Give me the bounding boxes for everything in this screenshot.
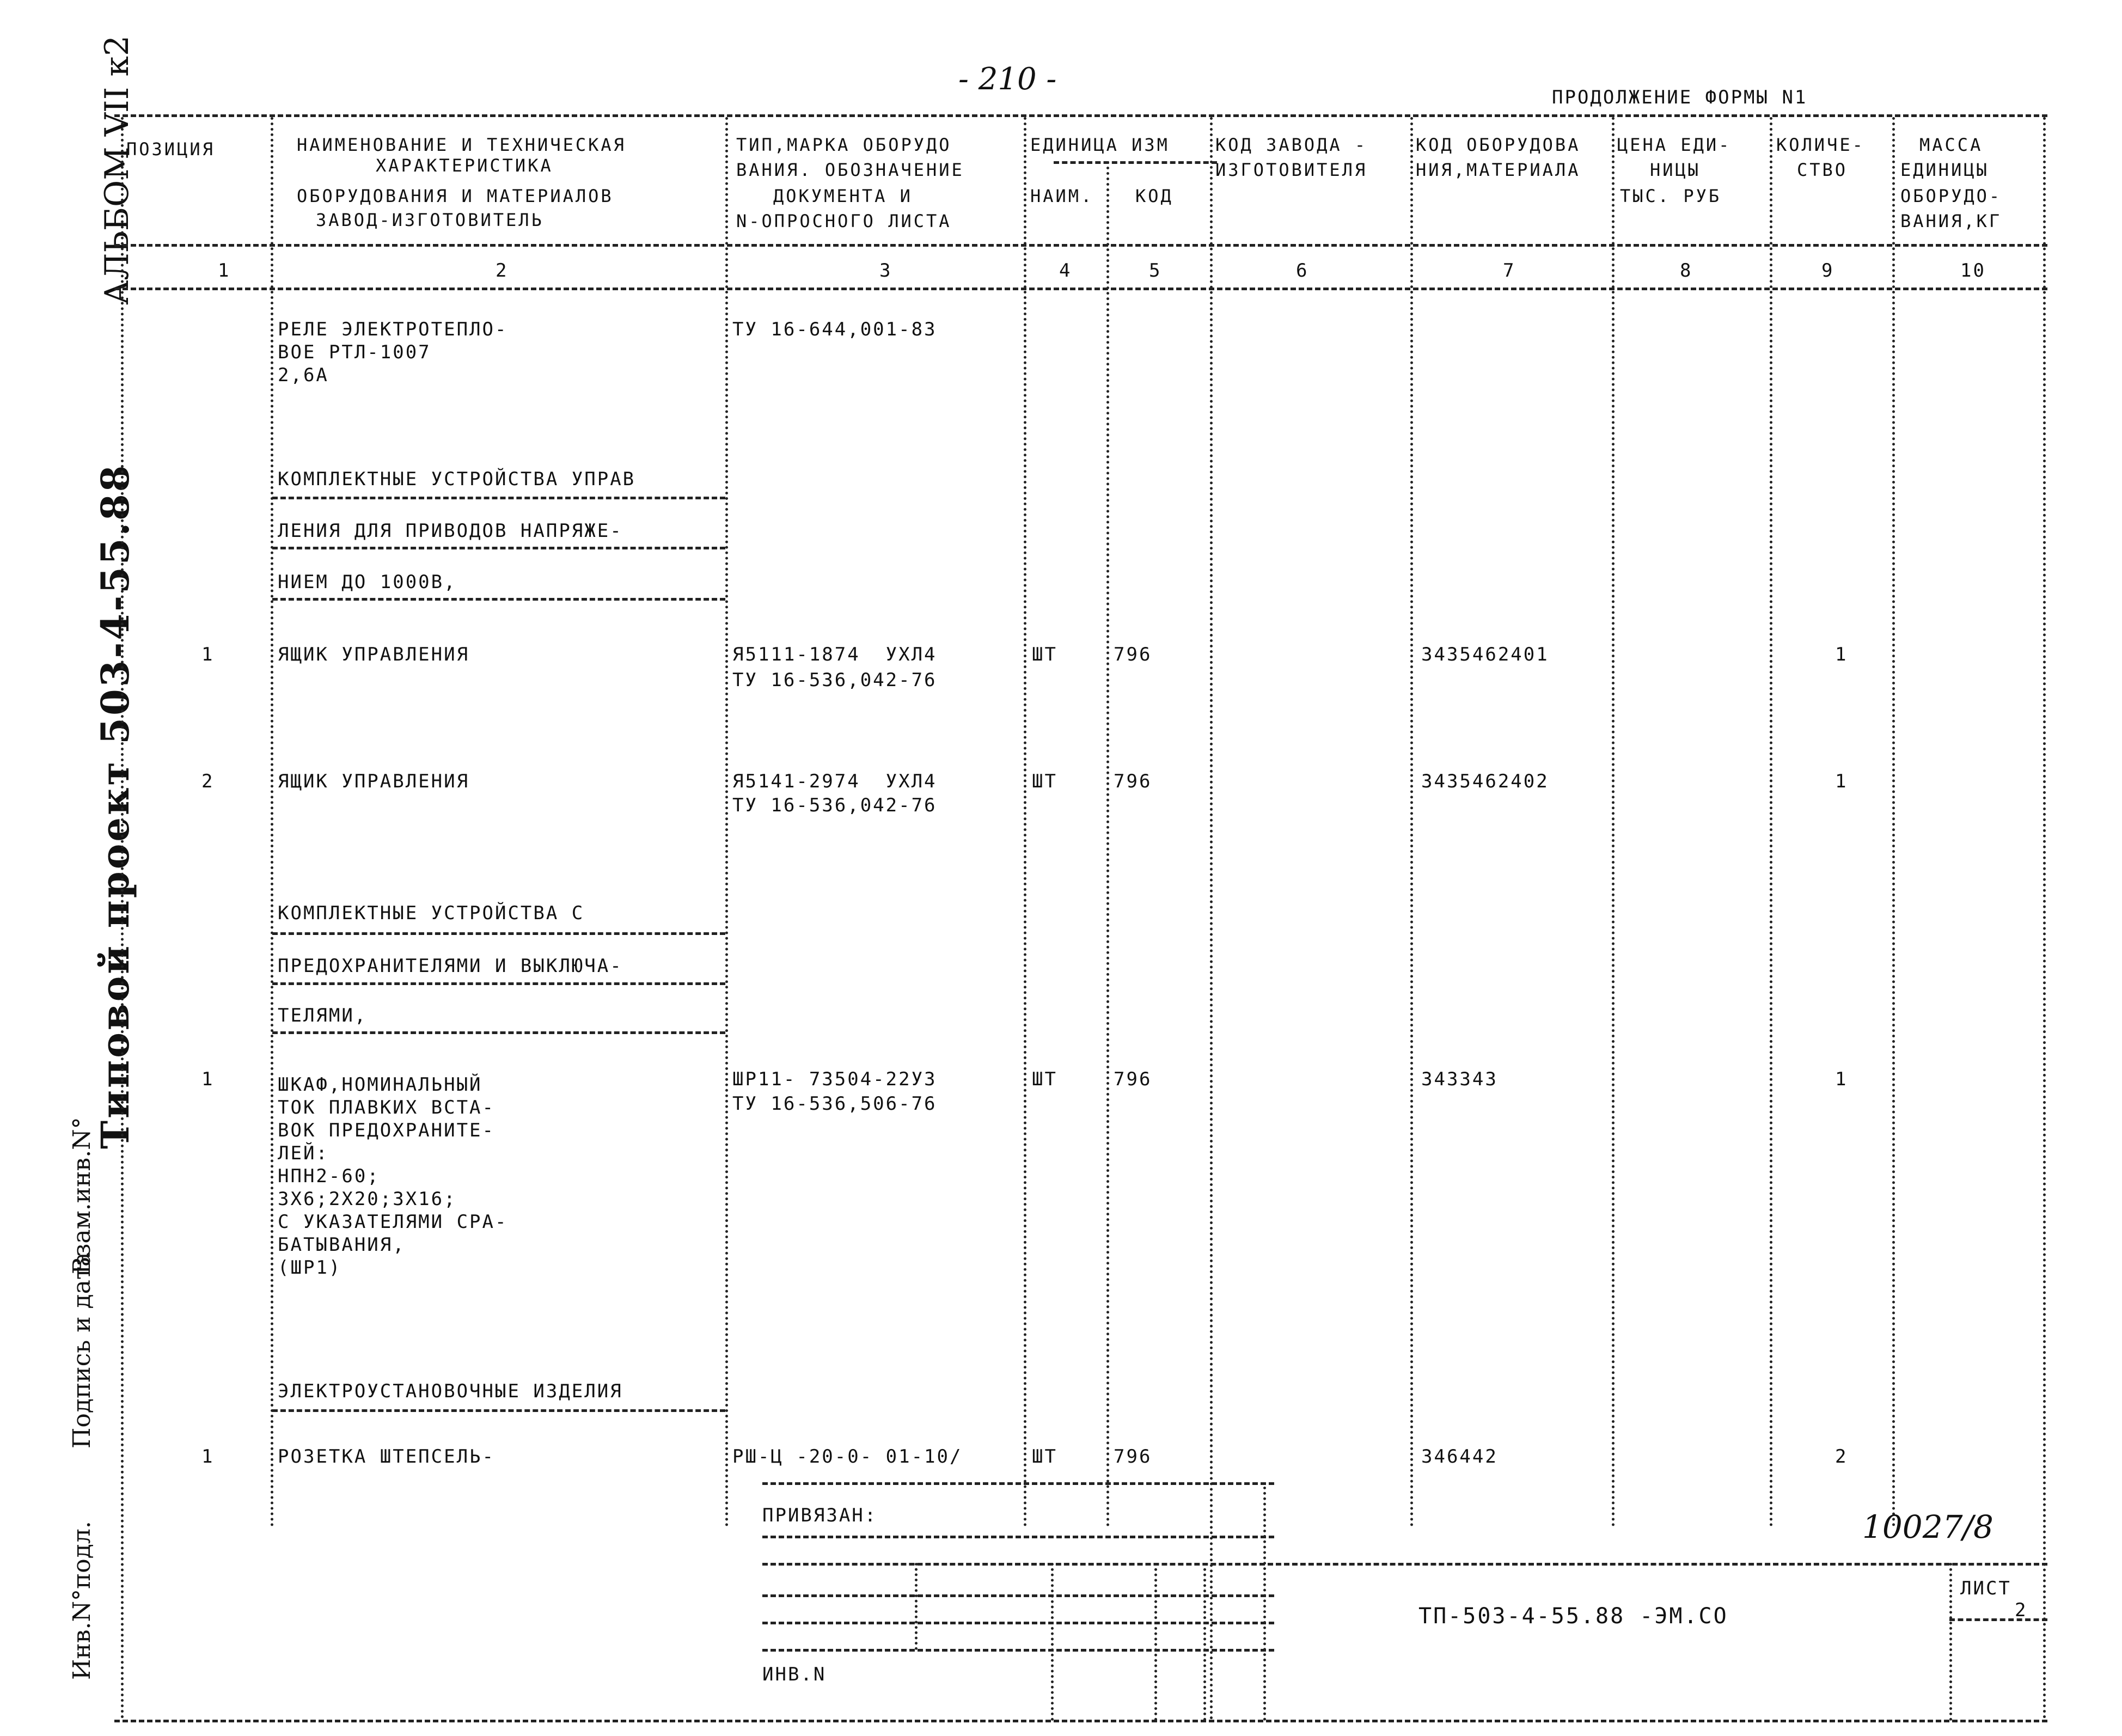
colnum-5: 5 [1149,260,1162,282]
row6-underline [272,1409,725,1412]
row0-name-l1: РЕЛЕ ЭЛЕКТРОТЕПЛО- [278,319,508,340]
row1-name-l3: НИЕМ ДО 1000В, [278,571,457,593]
unit-sub-border [1054,161,1217,164]
row0-name-l3: 2,6А [278,364,329,386]
col-sep [1770,117,1772,1527]
row5-type-l2: ТУ 16-536,506-76 [732,1093,937,1115]
stamp-sheet-label: ЛИСТ [1960,1578,2011,1599]
row3-qty: 1 [1835,771,1848,792]
header-col4: НАИМ. [1030,186,1094,206]
header-col1: ПОЗИЦИЯ [126,139,215,160]
colnum-3: 3 [879,260,892,282]
continuation-title: ПРОДОЛЖЕНИЕ ФОРМЫ N1 [1552,87,1808,108]
colnum-9: 9 [1821,260,1834,282]
row3-pos: 2 [201,771,215,792]
header-col10-l3: ОБОРУДО- [1900,186,2002,206]
header-col9-l1: КОЛИЧЕ- [1776,135,1865,155]
colnum-bottom-border [114,288,2047,290]
row7-type-l1: РШ-Ц -20-0- 01-10/ [732,1446,963,1468]
row7-unit: ШТ [1032,1446,1057,1468]
row7-pos: 1 [201,1446,215,1468]
row5-type-l1: ШР11- 73504-22У3 [732,1068,937,1090]
row5-name-l4: ЛЕЙ: [278,1142,329,1164]
row2-qty: 1 [1835,644,1848,665]
colnum-6: 6 [1296,260,1309,282]
inv-label: Инв.N°подл. [68,1521,96,1680]
col-sep [1410,117,1413,1527]
col-sep [2043,117,2046,1720]
stamp-privyazan: ПРИВЯЗАН: [762,1505,878,1526]
header-col8-l3: ТЫС. РУБ [1620,186,1722,206]
header-col2-l1: НАИМЕНОВАНИЕ И ТЕХНИЧЕСКАЯ [297,135,626,155]
album-label: АЛЬБОМ VII к2 [98,35,136,305]
row5-pos: 1 [201,1068,215,1090]
row7-name-l1: РОЗЕТКА ШТЕПСЕЛЬ- [278,1446,495,1468]
row7-code: 796 [1114,1446,1152,1468]
stamp-doc-code: ТП-503-4-55.88 -ЭМ.СО [1418,1604,1728,1629]
header-col10-l4: ВАНИЯ,КГ [1900,211,2002,231]
header-unit-group: ЕДИНИЦА ИЗМ [1030,135,1170,155]
row0-type-l1: ТУ 16-644,001-83 [732,319,937,340]
header-col3-l4: N-ОПРОСНОГО ЛИСТА [736,211,952,231]
row3-name-l1: ЯЩИК УПРАВЛЕНИЯ [278,771,470,792]
stamp-top [762,1482,1274,1485]
row5-unit: ШТ [1032,1068,1057,1090]
header-col2-l2: ХАРАКТЕРИСТИКА [376,155,553,176]
header-col3-l1: ТИП,МАРКА ОБОРУДО [736,135,952,155]
row5-name-l1: ШКАФ,НОМИНАЛЬНЫЙ [278,1074,482,1096]
row3-equip-code: 3435462402 [1421,771,1549,792]
col-sep [1892,117,1895,1527]
row1-underline [272,598,725,601]
row5-name-l5: НПН2-60; [278,1165,380,1187]
col-sep [1106,161,1109,1527]
header-col3-l3: ДОКУМЕНТА И [773,186,913,206]
row1-underline [272,547,725,549]
stamp-sheet-row [1949,1618,2047,1621]
row4-name-l2: ПРЕДОХРАНИТЕЛЯМИ И ВЫКЛЮЧА- [278,955,623,977]
header-col6-l2: ИЗГОТОВИТЕЛЯ [1215,160,1368,180]
header-col7-l1: КОД ОБОРУДОВА [1416,135,1581,155]
stamp-sheet-number: 2 [2015,1599,2028,1621]
col-sep [1024,117,1026,1527]
header-col10-l1: МАССА [1919,135,1983,155]
row5-name-l7: С УКАЗАТЕЛЯМИ СРА- [278,1211,508,1233]
header-col8-l1: ЦЕНА ЕДИ- [1617,135,1732,155]
row2-unit: ШТ [1032,644,1057,665]
stamp-sep [1203,1563,1206,1721]
colnum-7: 7 [1503,260,1516,282]
stamp-row [762,1649,1274,1652]
header-bottom-border [114,244,2047,247]
header-col5: КОД [1135,186,1173,206]
row7-qty: 2 [1835,1446,1848,1468]
stamp-sep [915,1563,918,1650]
row2-name-l1: ЯЩИК УПРАВЛЕНИЯ [278,644,470,665]
stamp-inv: ИНВ.N [762,1664,827,1685]
col-sep [725,117,728,1527]
col-sep [121,117,124,1720]
row2-equip-code: 3435462401 [1421,644,1549,665]
col-sep [1210,117,1213,1721]
header-col2-l4: ЗАВОД-ИЗГОТОВИТЕЛЬ [316,210,544,230]
row2-pos: 1 [201,644,215,665]
stamp-sep [1263,1487,1266,1721]
table-bottom-border [114,1720,2047,1722]
row6-name-l1: ЭЛЕКТРОУСТАНОВОЧНЫЕ ИЗДЕЛИЯ [278,1380,623,1402]
stamp-handwritten-number: 10027/8 [1862,1508,1993,1545]
row2-type-l2: ТУ 16-536,042-76 [732,669,937,691]
stamp-row [762,1622,1274,1624]
colnum-4: 4 [1059,260,1072,282]
row4-underline [272,982,725,985]
col-sep [271,117,273,1527]
row4-underline [272,932,725,935]
stamp-sep [1154,1563,1157,1721]
stamp-row [762,1563,2047,1566]
row1-underline [272,497,725,499]
colnum-1: 1 [218,260,231,282]
table-top-border [114,114,2047,117]
colnum-2: 2 [496,260,509,282]
row4-name-l3: ТЕЛЯМИ, [278,1005,368,1026]
row1-name-l1: КОМПЛЕКТНЫЕ УСТРОЙСТВА УПРАВ [278,468,636,490]
header-col6-l1: КОД ЗАВОДА - [1215,135,1368,155]
row5-equip-code: 343343 [1421,1068,1498,1090]
row2-code: 796 [1114,644,1152,665]
header-col7-l2: НИЯ,МАТЕРИАЛА [1416,160,1581,180]
row5-name-l9: (ШР1) [278,1257,342,1279]
row3-unit: ШТ [1032,771,1057,792]
row5-name-l6: 3Х6;2Х20;3Х16; [278,1188,457,1210]
row5-name-l8: БАТЫВАНИЯ, [278,1234,406,1256]
stamp-row [762,1536,1274,1538]
colnum-10: 10 [1960,260,1986,282]
header-col9-l2: СТВО [1797,160,1848,180]
header-col2-l3: ОБОРУДОВАНИЯ И МАТЕРИАЛОВ [297,186,614,206]
page-number: - 210 - [958,62,1057,97]
header-col8-l2: НИЦЫ [1650,160,1701,180]
row5-name-l3: ВОК ПРЕДОХРАНИТЕ- [278,1120,495,1141]
row4-underline [272,1031,725,1034]
row3-type-l1: Я5141-2974 УХЛ4 [732,771,937,792]
row5-name-l2: ТОК ПЛАВКИХ ВСТА- [278,1097,495,1118]
row4-name-l1: КОМПЛЕКТНЫЕ УСТРОЙСТВА С [278,902,585,924]
row7-equip-code: 346442 [1421,1446,1498,1468]
header-col3-l2: ВАНИЯ. ОБОЗНАЧЕНИЕ [736,160,964,180]
project-label: Типовой проект 503-4-55.88 [93,463,138,1149]
row2-type-l1: Я5111-1874 УХЛ4 [732,644,937,665]
header-col10-l2: ЕДИНИЦЫ [1900,160,1989,180]
row3-type-l2: ТУ 16-536,042-76 [732,794,937,816]
row1-name-l2: ЛЕНИЯ ДЛЯ ПРИВОДОВ НАПРЯЖЕ- [278,520,623,542]
vzam-label: Взам.инв.N° [68,1117,96,1274]
sign-label: Подпись и дата [68,1252,96,1448]
row5-qty: 1 [1835,1068,1848,1090]
stamp-sheet-sep [1949,1563,1952,1721]
stamp-sep [1051,1563,1054,1721]
col-sep [1612,117,1615,1527]
row3-code: 796 [1114,771,1152,792]
colnum-8: 8 [1680,260,1693,282]
stamp-row [762,1594,1274,1597]
row0-name-l2: ВОЕ РТЛ-1007 [278,341,431,363]
row5-code: 796 [1114,1068,1152,1090]
